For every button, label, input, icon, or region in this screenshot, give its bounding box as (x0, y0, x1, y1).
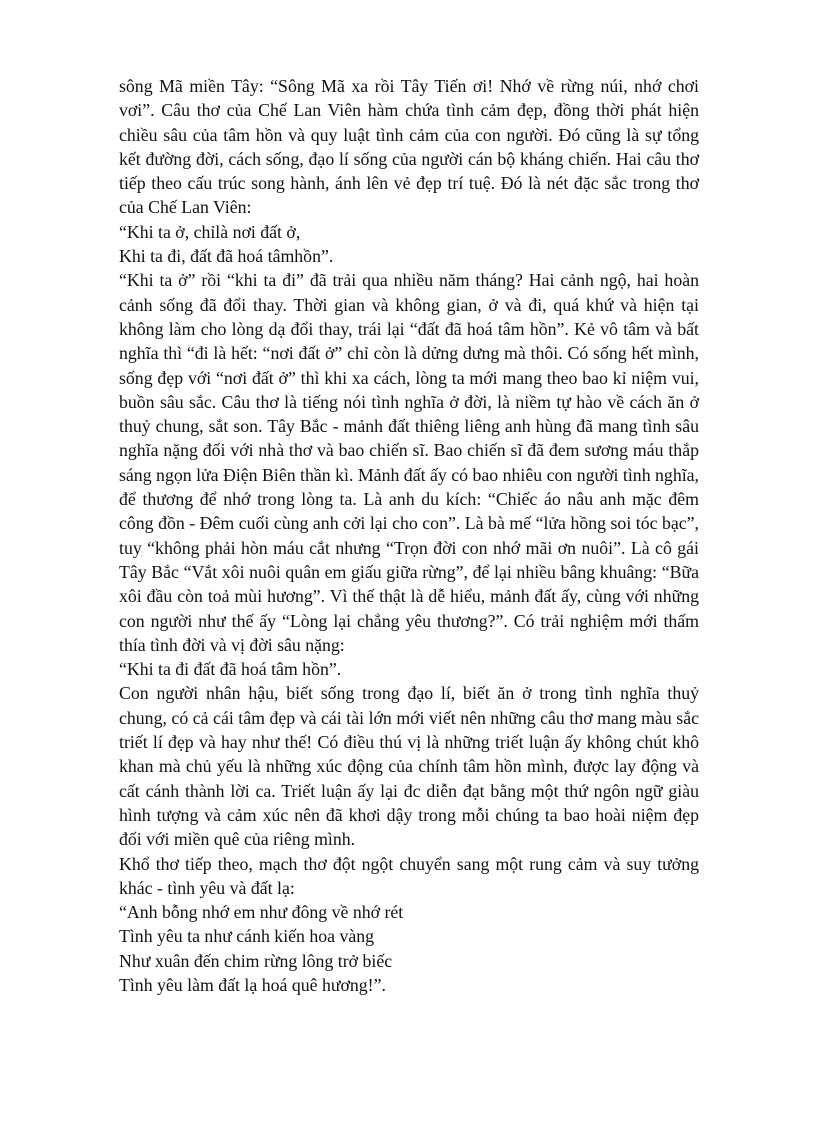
verse-line: Tình yêu làm đất lạ hoá quê hương!”. (119, 974, 386, 995)
document-body (119, 74, 699, 997)
paragraph-analysis: “Khi ta ở” rồi “khi ta đi” đã trải qua nhiều năm tháng? Hai cảnh ngộ, hai hoàn cảnh sống đã đổi thay. Thời gian và không gian, ở và đi, quá khứ và hiện tại không làm cho lòng dạ đổi thay, trái lại “đất đã hoá tâm hồn”. Kẻ vô tâm và bất nghĩa thì “đi là hết: “nơi đất ở” chỉ còn là dửng dưng mà thôi. Có sống hết mình, sống đẹp với “nơi đất ở” thì khi xa cách, lòng ta mới mang theo bao kỉ niệm vui, buồn sâu sắc. Câu thơ là tiếng nói tình nghĩa ở đời, là niềm tự hào về cách ăn ở thuỷ chung, sắt son. Tây Bắc - mảnh đất thiêng liêng anh hùng đã mang tình sâu nghĩa nặng đối với nhà thơ và bao chiến sĩ. Bao chiến sĩ đã đem sương máu thắp sáng ngọn lửa Điện Biên thần kì. Mảnh đất ấy có bao nhiêu con người tình nghĩa, để thương để nhớ trong lòng ta. Là anh du kích: “Chiếc áo nâu anh mặc đêm công đồn - Đêm cuối cùng anh cởi lại cho con”. Là bà mế “lửa hồng soi tóc bạc”, tuy “không phải hòn máu cắt nhưng “Trọn đời con nhớ mãi ơn nuôi”. Là cô gái Tây Bắc “Vắt xôi nuôi quân em giấu giữa rừng”, để lại nhiều bâng khuâng: “Bữa xôi đầu còn toả mùi hương”. Vì thế thật là dễ hiểu, mảnh đất ấy, cùng với những con người như thế ấy “Lòng lại chẳng yêu thương?”. Có trải nghiệm mới thấm thía tình đời và vị đời sâu nặng: (119, 270, 699, 655)
verse-line: Khi ta đi, đất đã hoá tâmhồn”. (119, 246, 334, 267)
verse-line: “Khi ta đi đất đã hoá tâm hồn”. (119, 659, 342, 680)
paragraph-transition: Khổ thơ tiếp theo, mạch thơ đột ngột chuyển sang một rung cảm và suy tưởng khác - tình yêu và đất lạ: (119, 853, 699, 898)
paragraph-intro: sông Mã miền Tây: “Sông Mã xa rồi Tây Tiến ơi! Nhớ về rừng núi, nhớ chơi vơi”. Câu thơ của Chế Lan Viên hàm chứa tình cảm đẹp, đồng thời phát hiện chiều sâu của tâm hồn và quy luật tình cảm của con người. Đó cũng là sự tổng kết đường đời, cách sống, đạo lí sống của người cán bộ kháng chiến. Hai câu thơ tiếp theo cấu trúc song hành, ánh lên vẻ đẹp trí tuệ. Đó là nét đặc sắc trong thơ của Chế Lan Viên: (119, 76, 699, 218)
verse-line: “Anh bỗng nhớ em như đông về nhớ rét (119, 902, 404, 923)
verse-line: “Khi ta ở, chỉlà nơi đất ở, (119, 221, 301, 242)
verse-line: Như xuân đến chim rừng lông trở biếc (119, 950, 393, 971)
paragraph-commentary: Con người nhân hậu, biết sống trong đạo lí, biết ăn ở trong tình nghĩa thuỷ chung, có cả cái tâm đẹp và cái tài lớn mới viết nên những câu thơ mang màu sắc triết lí đẹp và hay như thế! Có điều thú vị là những triết luận ấy không chút khô khan mà chủ yếu là những xúc động của chính tâm hồn mình, được lay động và cất cánh thành lời ca. Triết luận ấy lại đc diễn đạt bằng một thứ ngôn ngữ giàu hình tượng và cảm xúc nên đã khơi dậy trong mỗi chúng ta bao hoài niệm đẹp đối với miền quê của riêng mình. (119, 683, 699, 850)
verse-line: Tình yêu ta như cánh kiến hoa vàng (119, 926, 375, 947)
